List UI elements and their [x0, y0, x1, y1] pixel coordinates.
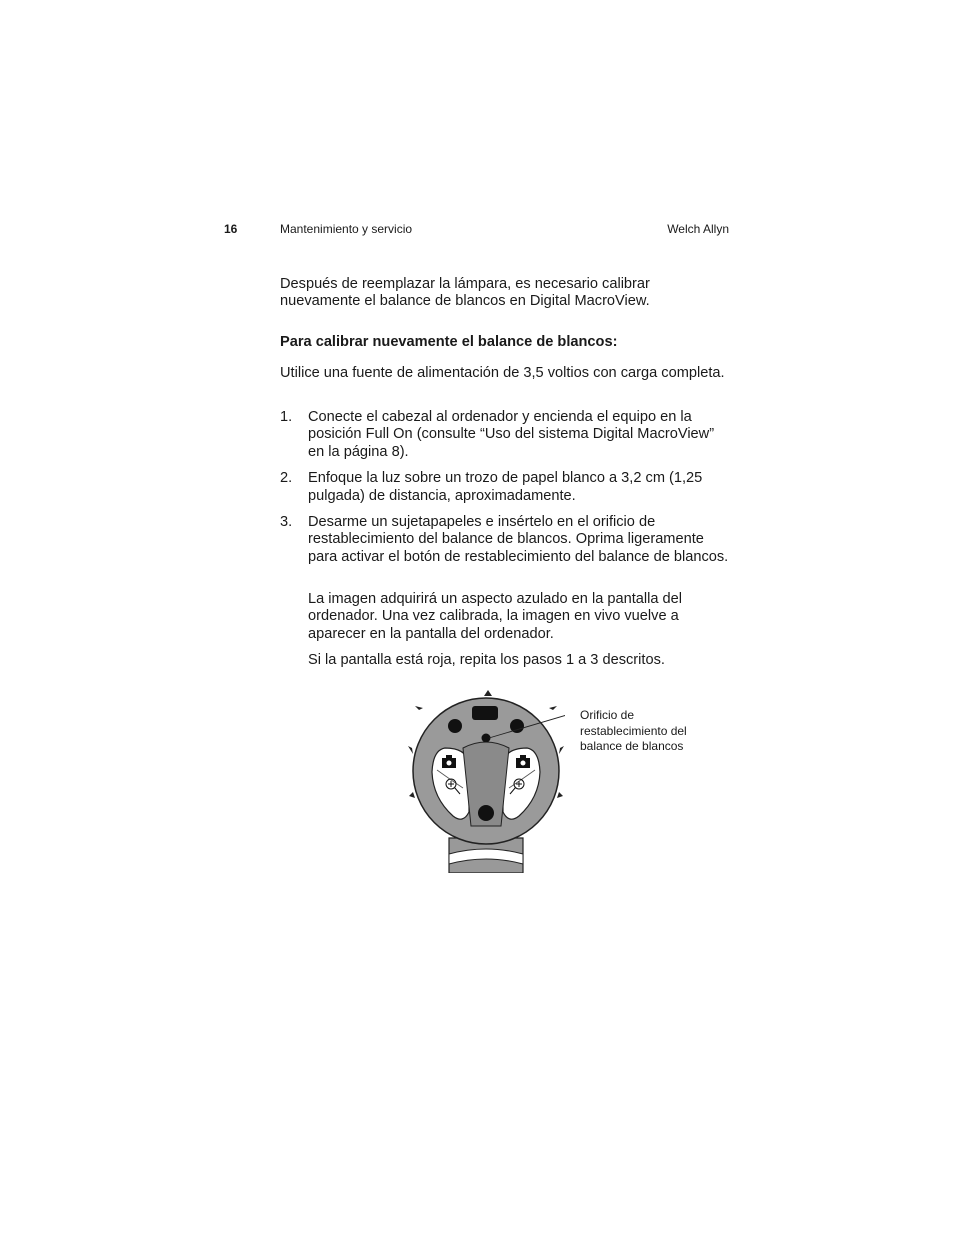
device-head-illustration	[405, 688, 565, 873]
step-3	[280, 514, 732, 566]
power-note: Utilice una fuente de alimentación de 3,5 voltios con carga completa.	[280, 365, 725, 381]
step-2	[280, 470, 732, 505]
intro-paragraph: Después de reemplazar la lámpara, es necesario calibrar nuevamente el balance de blancos en Digital MacroView.	[280, 276, 650, 310]
section-title: Mantenimiento y servicio	[280, 222, 413, 236]
step-number: 1.	[280, 409, 293, 425]
step-text: Conecte el cabezal al ordenador y encienda el equipo en la posición Full On (consulte “Uso del sistema Digital MacroView” en la página 8).	[308, 409, 715, 460]
reset-hole-callout: Orificio de restablecimiento del balance de blancos	[580, 708, 687, 754]
step-number: 3.	[280, 514, 293, 531]
step-text: Desarme un sujetapapeles e insértelo en el orificio de restablecimiento del balance de blancos. Oprima ligeramente para activar el botón de restablecimiento del balance de blancos.	[308, 514, 729, 565]
step3-note-2: Si la pantalla está roja, repita los pasos 1 a 3 descritos.	[308, 652, 665, 668]
step3-note-1: La imagen adquirirá un aspecto azulado en la pantalla del ordenador. Una vez calibrada, la imagen en vivo vuelve a aparecer en la pantalla del ordenador.	[308, 591, 683, 642]
step-1	[280, 409, 732, 461]
brand-name: Welch Allyn	[667, 222, 729, 236]
step-text: Enfoque la luz sobre un trozo de papel blanco a 3,2 cm (1,25 pulgada) de distancia, aproximadamente.	[308, 470, 703, 504]
procedure-steps	[280, 409, 732, 575]
procedure-heading: Para calibrar nuevamente el balance de blancos:	[280, 334, 618, 350]
step-number: 2.	[280, 470, 293, 487]
page-number: 16	[224, 222, 238, 236]
